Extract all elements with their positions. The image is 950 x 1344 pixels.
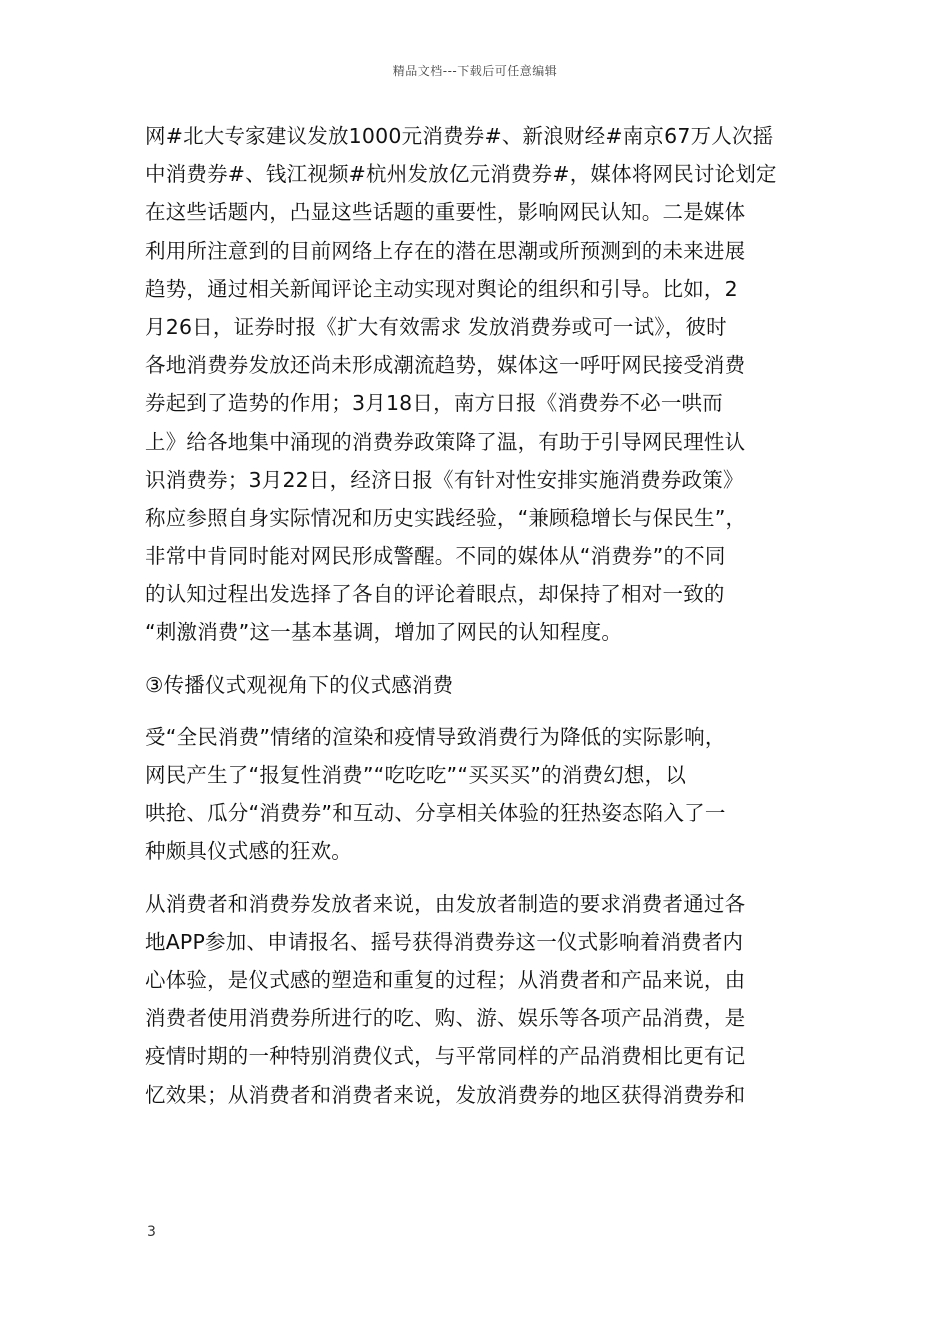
paragraph-spacer (145, 871, 805, 885)
paragraph-4 (145, 885, 805, 1114)
paragraph-1 (145, 117, 805, 652)
section-heading-text: ③传播仪式观视角下的仪式感消费 (145, 672, 454, 697)
text-line: 心体验，是仪式感的塑造和重复的过程；从消费者和产品来说，由 (145, 967, 746, 992)
paragraph-3 (145, 718, 805, 871)
text-line: 趋势，通过相关新闻评论主动实现对舆论的组织和引导。比如，2 (145, 276, 738, 301)
text-line: 消费者使用消费券所进行的吃、购、游、娱乐等各项产品消费，是 (145, 1006, 746, 1031)
text-line: 月26日，证券时报《扩大有效需求 发放消费券或可一试》，彼时 (145, 314, 727, 339)
text-line: 从消费者和消费券发放者来说，由发放者制造的要求消费者通过各 (145, 891, 746, 916)
text-line: 地APP参加、申请报名、摇号获得消费券这一仪式影响着消费者内 (145, 929, 744, 954)
document-body (145, 117, 805, 1114)
text-line: 利用所注意到的目前网络上存在的潜在思潮或所预测到的未来进展 (145, 238, 746, 263)
text-line: 中消费券#、钱江视频#杭州发放亿元消费券#，媒体将网民讨论划定 (145, 162, 777, 187)
text-line: 在这些话题内，凸显这些话题的重要性，影响网民认知。二是媒体 (145, 200, 746, 225)
text-line: 上》给各地集中涌现的消费券政策降了温，有助于引导网民理性认 (145, 429, 746, 454)
text-line: 券起到了造势的作用；3月18日，南方日报《消费券不必一哄而 (145, 391, 723, 416)
text-line: 疫情时期的一种特别消费仪式，与平常同样的产品消费相比更有记 (145, 1044, 746, 1069)
page-header: 精品文档---下载后可任意编辑 (392, 64, 558, 78)
text-line: 网民产生了“报复性消费”“吃吃吃”“买买买”的消费幻想，以 (145, 763, 687, 787)
text-line: 忆效果；从消费者和消费者来说，发放消费券的地区获得消费券和 (145, 1082, 746, 1107)
text-line: 哄抢、瓜分“消费券”和互动、分享相关体验的狂热姿态陷入了一 (145, 801, 726, 826)
text-line: “刺激消费”这一基本基调，增加了网民的认知程度。 (145, 620, 623, 645)
paragraph-spacer (145, 652, 805, 666)
text-line: 称应参照自身实际情况和历史实践经验，“兼顾稳增长与保民生”， (145, 505, 747, 530)
text-line: 网#北大专家建议发放1000元消费券#、新浪财经#南京67万人次摇 (145, 124, 774, 148)
page-number: 3 (147, 1224, 156, 1240)
section-heading (145, 666, 805, 704)
text-line: 种颇具仪式感的狂欢。 (145, 839, 352, 864)
text-line: 受“全民消费”情绪的渲染和疫情导致消费行为降低的实际影响， (145, 724, 726, 749)
text-line: 非常中肯同时能对网民形成警醒。不同的媒体从“消费券”的不同 (145, 544, 726, 569)
text-line: 的认知过程出发选择了各自的评论着眼点，却保持了相对一致的 (145, 582, 725, 607)
paragraph-spacer (145, 704, 805, 718)
text-line: 各地消费券发放还尚未形成潮流趋势，媒体这一呼吁网民接受消费 (145, 353, 746, 378)
text-line: 识消费券；3月22日，经济日报《有针对性安排实施消费券政策》 (145, 467, 744, 492)
